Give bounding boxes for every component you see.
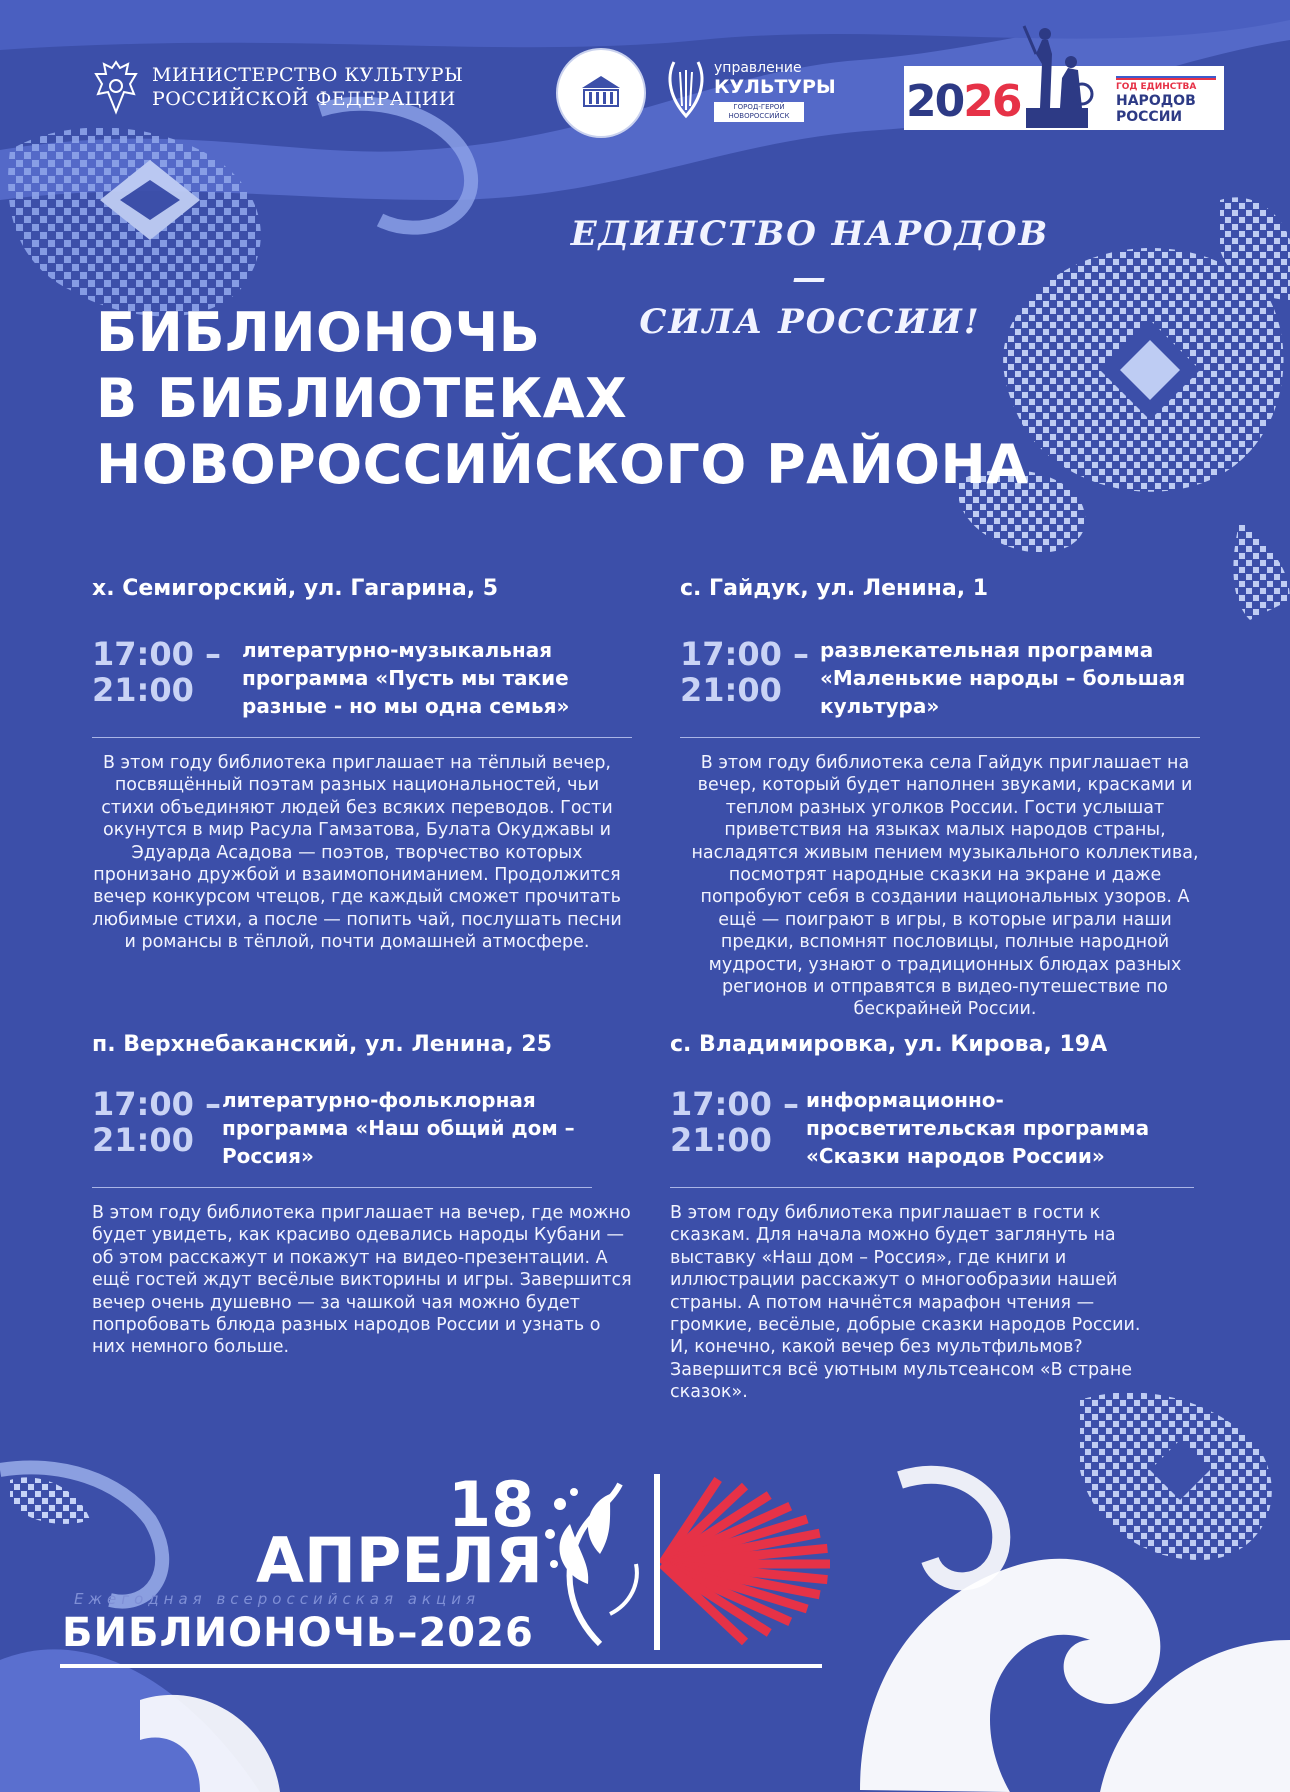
- event-address: с. Гайдук, ул. Ленина, 1: [680, 576, 989, 601]
- event-time: [92, 636, 221, 708]
- slogan-line2: СИЛА РОССИИ!: [639, 302, 981, 342]
- event-card-gaiduk: [680, 574, 1200, 1021]
- ministry-logo: [92, 58, 463, 116]
- year-logo-line3: РОССИИ: [1116, 109, 1183, 125]
- time-end: 21:00: [670, 1121, 772, 1159]
- year-number: 2026: [906, 76, 1021, 127]
- book-fan-icon: [614, 1474, 834, 1652]
- event-time-program: [670, 1086, 1210, 1182]
- event-program: литературно-фольклорная программа «Наш общий дом – Россия»: [222, 1088, 575, 1168]
- minin-pozharsky-monument-icon: [1016, 24, 1098, 130]
- event-name: БИБЛИОНОЧЬ–2026: [62, 1610, 534, 1656]
- title-line1: БИБЛИОНОЧЬ: [96, 301, 541, 364]
- event-day: 18: [448, 1468, 535, 1541]
- divider: [670, 1187, 1194, 1188]
- event-program: развлекательная программа «Маленькие народы – большая культура»: [820, 638, 1186, 718]
- time-end: 21:00: [680, 671, 782, 709]
- page-title: [96, 300, 1029, 498]
- event-card-vladimirovka: [670, 1030, 1210, 1404]
- culture-line2: КУЛЬТУРЫ: [714, 76, 836, 98]
- event-description: В этом году библиотека села Гайдук приглашает на вечер, который будет наполнен звуками, красками и теплом разных уголков России. Гости услышат приветствия на языках малых народов страны, насладятся живым пением музыкального коллектива, посмотрят народные сказки на экране и даже попробуют себя в создании национальных узоров. А ещё — поиграют в игры, в которые играли наши предки, вспомнят пословицы, полные народной мудрости, узнают о традиционных блюдах разных регионов и отправятся в видео-путешествие по бескрайней России.: [691, 753, 1199, 1020]
- year-logo-line2: НАРОДОВ: [1116, 93, 1196, 109]
- russian-flag-stripe: [1116, 74, 1216, 80]
- event-time-program: [680, 636, 1200, 732]
- header-logos: [0, 44, 1290, 144]
- culture-line1: управление: [714, 60, 802, 76]
- slogan-line1: ЕДИНСТВО НАРОДОВ —: [570, 214, 1050, 298]
- ministry-name-line1: МИНИСТЕРСТВО КУЛЬТУРЫ: [152, 64, 464, 86]
- double-headed-eagle-icon: [92, 58, 140, 116]
- event-description: В этом году библиотека приглашает в гости к сказкам. Для начала можно будет заглянуть на выставку «Наш дом – Россия», где книги и иллюстрации расскажут о многообразии нашей страны. А потом начнётся марафон чтения — громкие, весёлые, добрые сказки народов России. И, конечно, какой вечер без мультфильмов? Завершится всё уютным мультсеансом «В стране сказок».: [670, 1203, 1141, 1403]
- time-start: 17:00 –: [92, 635, 221, 673]
- title-line2: В БИБЛИОТЕКАХ: [96, 367, 628, 430]
- year-logo-line1: ГОД ЕДИНСТВА: [1116, 82, 1197, 92]
- time-start: 17:00 –: [92, 1085, 221, 1123]
- culture-line3: ГОРОД-ГЕРОЙ НОВОРОССИЙСК: [714, 102, 804, 122]
- event-card-semigorsky: [92, 574, 632, 954]
- title-line3: НОВОРОССИЙСКОГО РАЙОНА: [96, 433, 1029, 496]
- event-time: [680, 636, 809, 708]
- event-card-verkhnebakansky: [92, 1030, 632, 1359]
- event-time: [670, 1086, 799, 1158]
- event-address: п. Верхнебаканский, ул. Ленина, 25: [92, 1032, 552, 1057]
- event-subtitle: Ежегодная всероссийская акция: [74, 1590, 480, 1608]
- event-address: с. Владимировка, ул. Кирова, 19А: [670, 1032, 1108, 1057]
- culture-department-logo: [666, 58, 836, 128]
- event-description: В этом году библиотека приглашает на вечер, где можно будет увидеть, как красиво одевались народы Кубани — об этом расскажут и покажут на видео-презентации. А ещё гостей ждут весёлые викторины и игры. Завершится вечер очень душевно — за чашкой чая можно будет попробовать блюда разных народов России и узнать о них немного больше.: [92, 1203, 632, 1358]
- divider: [92, 737, 632, 738]
- ministry-name-line2: РОССИЙСКОЙ ФЕДЕРАЦИИ: [152, 88, 456, 110]
- year-of-unity-logo: [904, 44, 1224, 144]
- event-program: литературно-музыкальная программа «Пусть мы такие разные - но мы одна семья»: [242, 638, 570, 718]
- underline: [60, 1664, 822, 1668]
- event-address: х. Семигорский, ул. Гагарина, 5: [92, 576, 499, 601]
- library-system-seal: [556, 48, 646, 138]
- event-program: информационно-просветительская программа «Сказки народов России»: [806, 1088, 1150, 1168]
- time-end: 21:00: [92, 671, 194, 709]
- event-time-program: [92, 636, 632, 732]
- event-description: В этом году библиотека приглашает на тёплый вечер, посвящённый поэтам разных национальностей, чьи стихи объединяют людей без всяких переводов. Гости окунутся в мир Расула Гамзатова, Булата Окуджавы и Эдуарда Асадова — поэтов, творчество которых пронизано дружбой и взаимопониманием. Продолжится вечер конкурсом чтецов, где каждый сможет прочитать любимые стихи, а после — попить чай, послушать песни и романсы в тёплой, почти домашней атмосфере.: [92, 753, 622, 953]
- time-end: 21:00: [92, 1121, 194, 1159]
- divider: [680, 737, 1200, 738]
- time-start: 17:00 –: [680, 635, 809, 673]
- event-time-program: [92, 1086, 632, 1182]
- library-building-icon: [580, 74, 622, 110]
- event-time: [92, 1086, 221, 1158]
- time-start: 17:00 –: [670, 1085, 799, 1123]
- divider: [92, 1187, 592, 1188]
- event-month: АПРЕЛЯ: [256, 1524, 543, 1597]
- lyre-icon: [666, 58, 706, 122]
